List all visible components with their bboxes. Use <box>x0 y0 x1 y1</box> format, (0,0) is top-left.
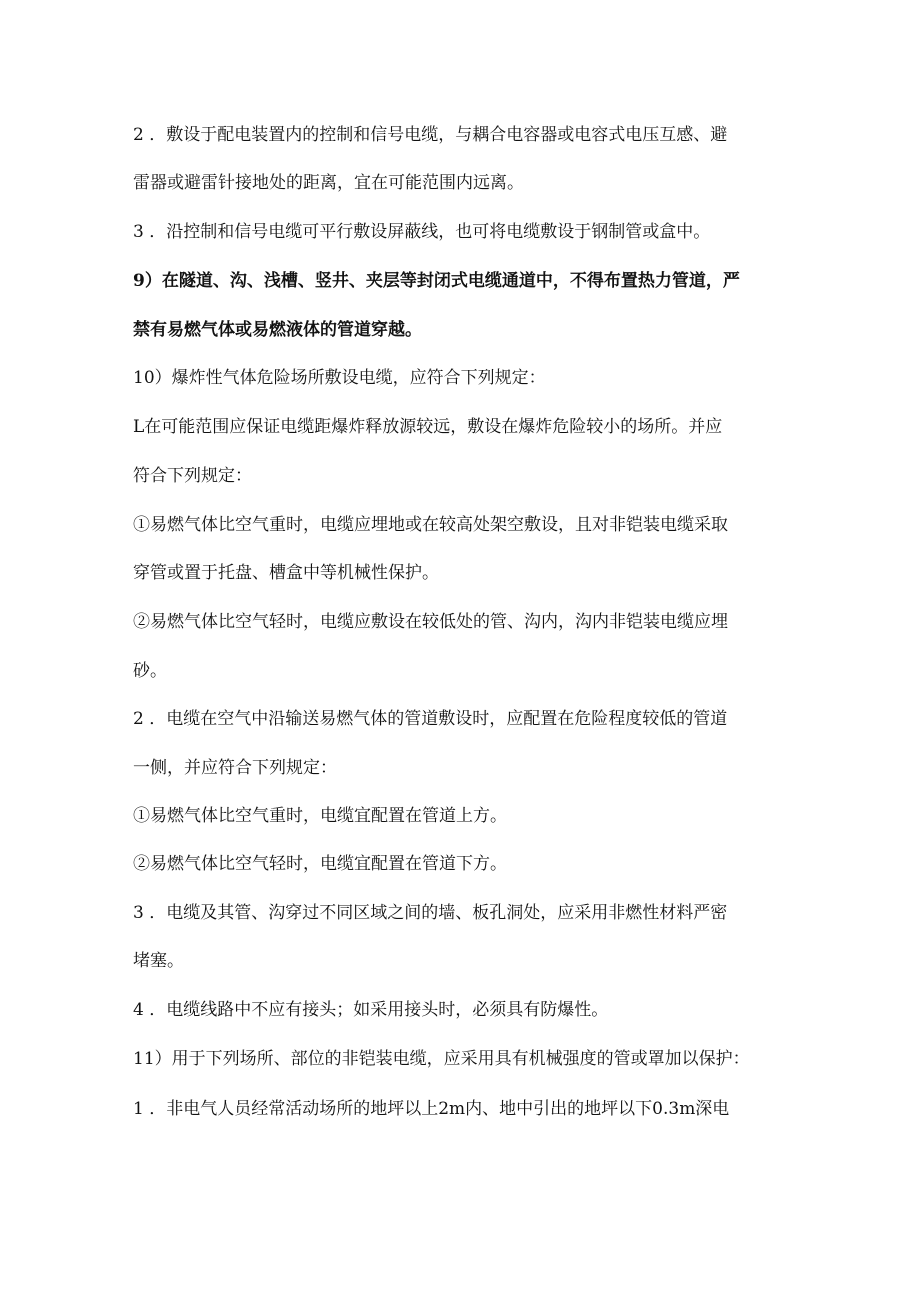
paragraph-line: 禁有易燃气体或易燃液体的管道穿越。 <box>133 320 422 340</box>
paragraph-line: 穿管或置于托盘、槽盒中等机械性保护。 <box>133 563 439 583</box>
paragraph-line: 11）用于下列场所、部位的非铠装电缆，应采用具有机械强度的管或罩加以保护： <box>133 1049 750 1069</box>
paragraph-line: ①易燃气体比空气重时，电缆宜配置在管道上方。 <box>133 806 507 826</box>
paragraph-line: 2 ．敷设于配电装置内的控制和信号电缆，与耦合电容器或电容式电压互感、避 <box>133 125 728 145</box>
paragraph-line: ②易燃气体比空气轻时，电缆应敷设在较低处的管、沟内，沟内非铠装电缆应埋 <box>133 612 728 632</box>
paragraph-line: 砂。 <box>133 661 167 681</box>
paragraph-line: ②易燃气体比空气轻时，电缆宜配置在管道下方。 <box>133 854 507 874</box>
paragraph-line: 4 ．电缆线路中不应有接头；如采用接头时，必须具有防爆性。 <box>133 1000 609 1020</box>
paragraph-line: 1 ．非电气人员经常活动场所的地坪以上2m内、地中引出的地坪以下0.3m深电 <box>133 1099 730 1119</box>
paragraph-line: 2 ．电缆在空气中沿输送易燃气体的管道敷设时，应配置在危险程度较低的管道 <box>133 709 728 729</box>
paragraph-line: 9）在隧道、沟、浅槽、竖井、夹层等封闭式电缆通道中，不得布置热力管道，严 <box>133 271 740 291</box>
paragraph-line: 堵塞。 <box>133 951 184 971</box>
paragraph-line: 10）爆炸性气体危险场所敷设电缆，应符合下列规定： <box>133 368 546 388</box>
paragraph-line: ①易燃气体比空气重时，电缆应埋地或在较高处架空敷设，且对非铠装电缆采取 <box>133 515 728 535</box>
paragraph-line: 雷器或避雷针接地处的距离，宜在可能范围内远离。 <box>133 173 524 193</box>
paragraph-line: L在可能范围应保证电缆距爆炸释放源较远，敷设在爆炸危险较小的场所。并应 <box>133 417 723 437</box>
paragraph-line: 3 ．沿控制和信号电缆可平行敷设屏蔽线，也可将电缆敷设于钢制管或盒中。 <box>133 222 711 242</box>
paragraph-line: 一侧，并应符合下列规定： <box>133 758 337 778</box>
paragraph-line: 符合下列规定： <box>133 466 252 486</box>
paragraph-line: 3 ．电缆及其管、沟穿过不同区域之间的墙、板孔洞处，应采用非燃性材料严密 <box>133 903 728 923</box>
